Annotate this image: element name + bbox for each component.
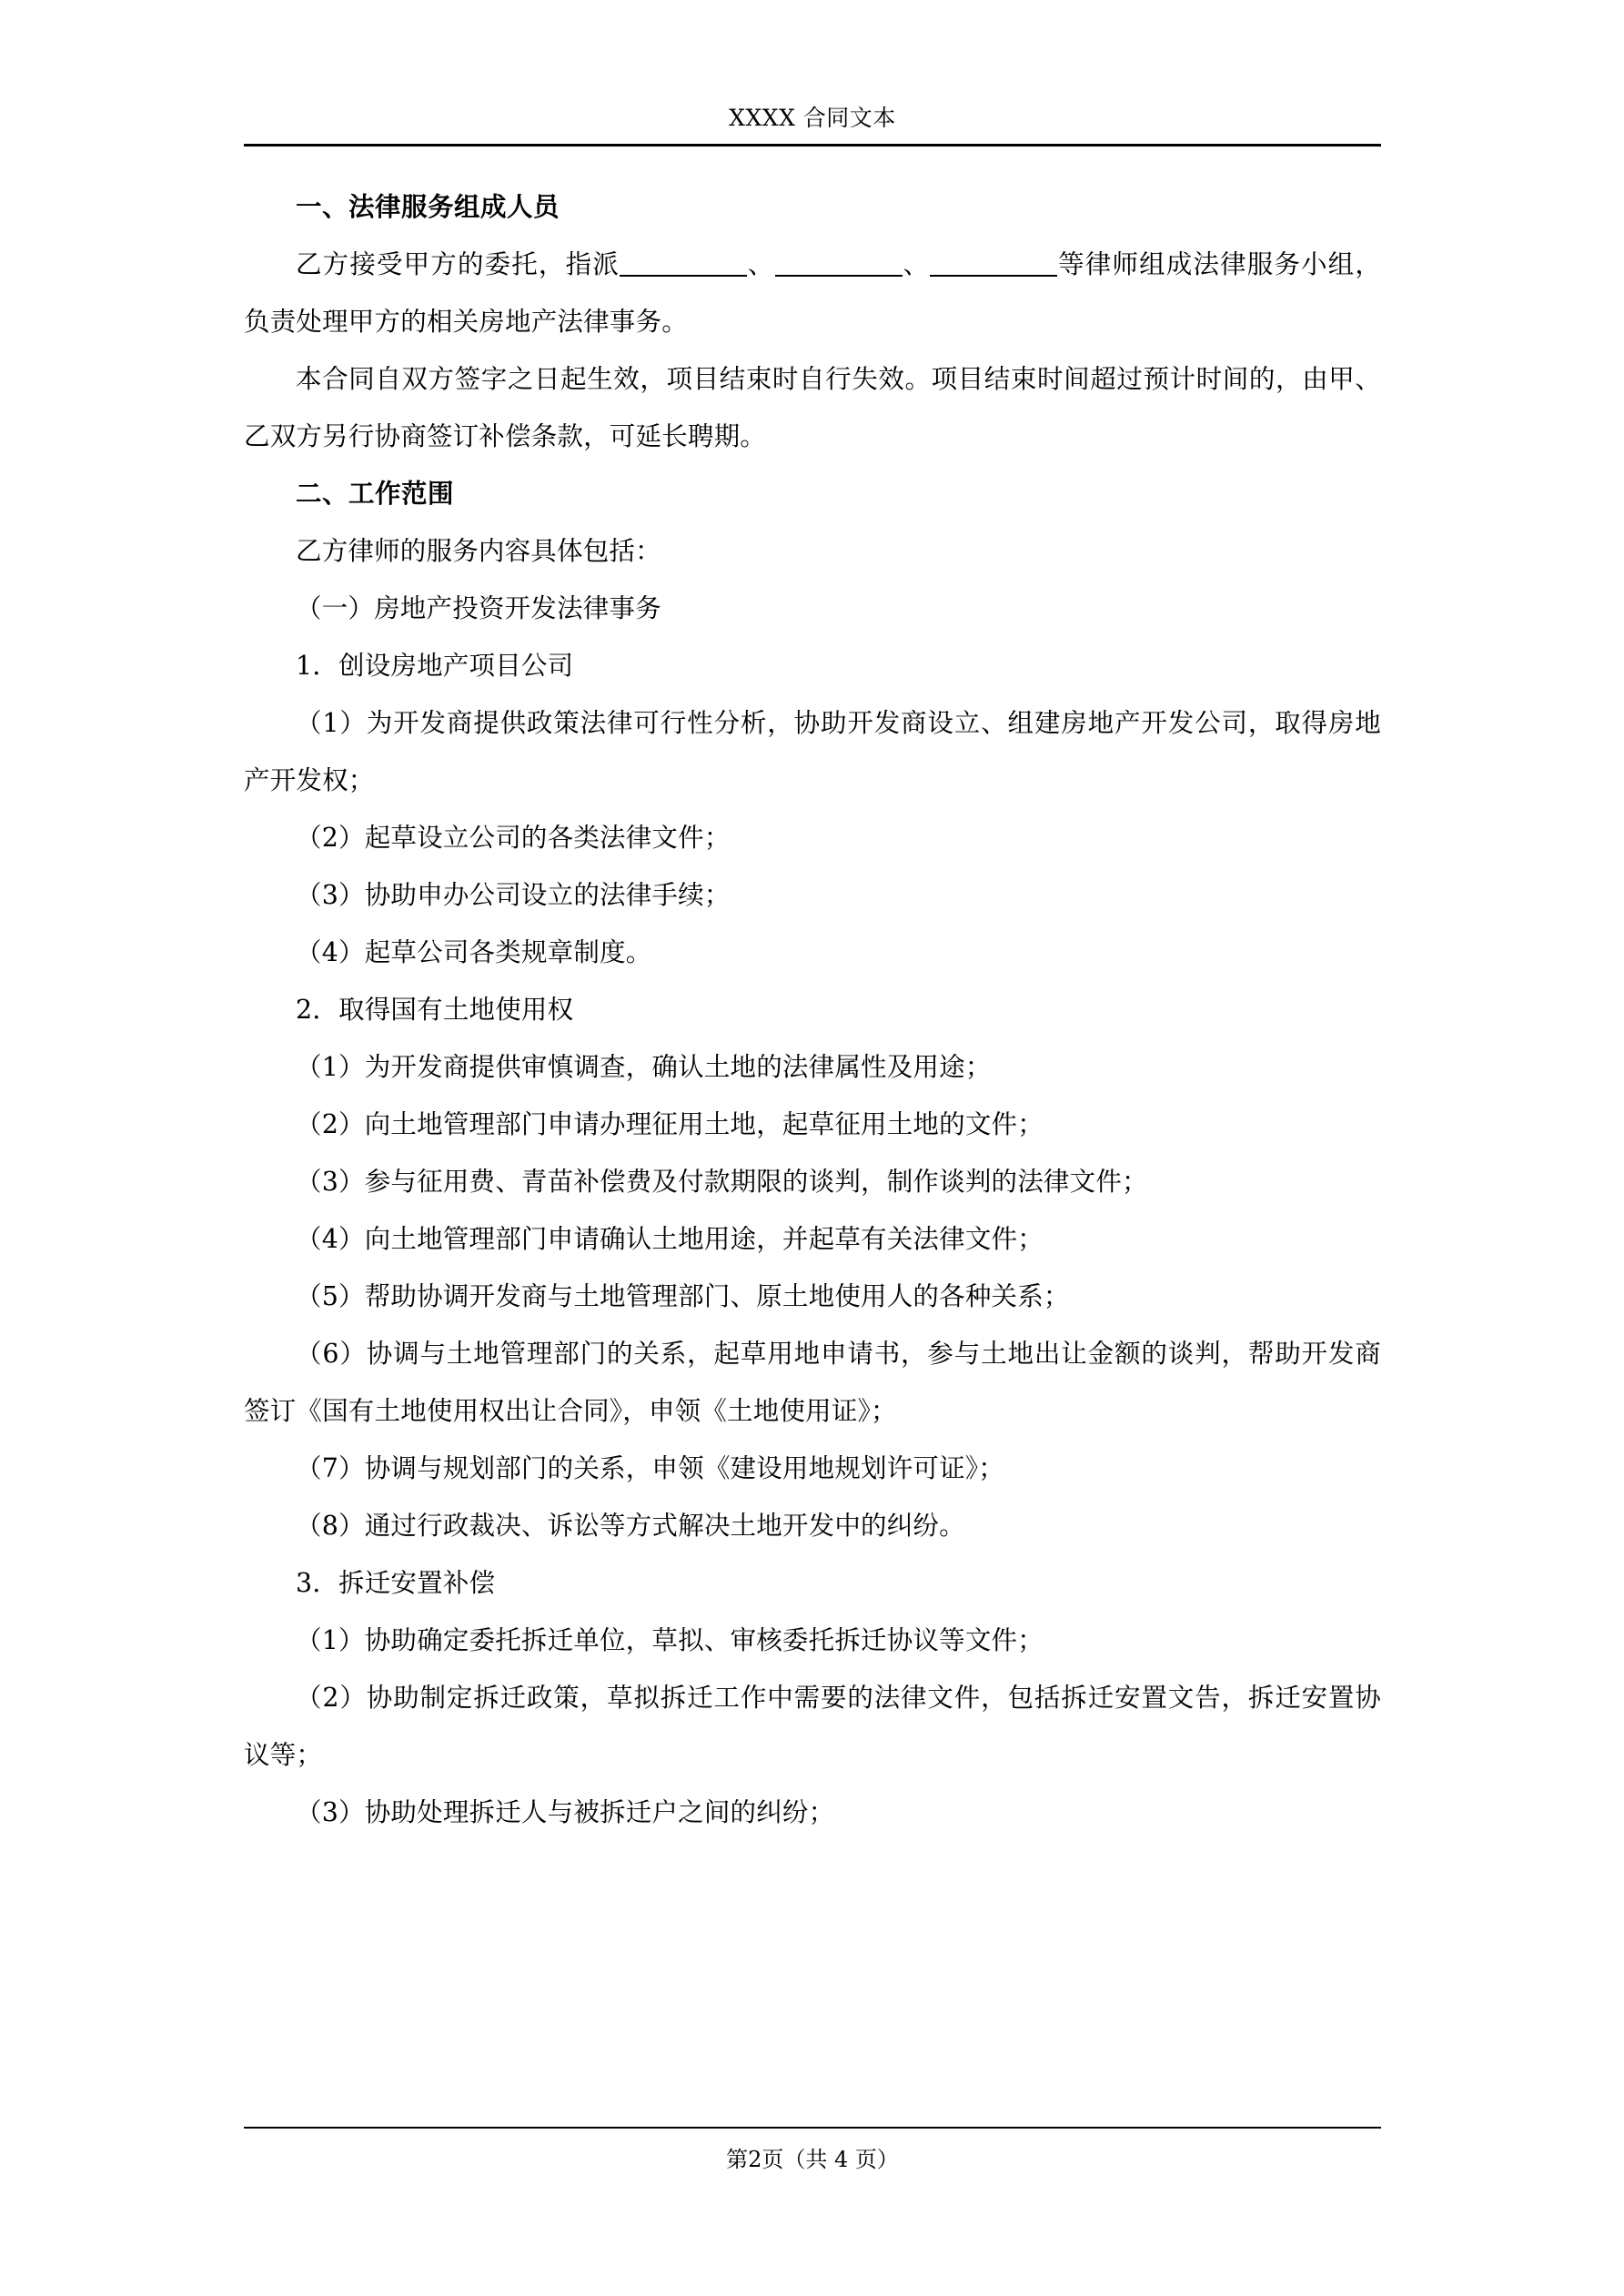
list-item: （4）向土地管理部门申请确认土地用途，并起草有关法律文件； [296,1224,1044,1254]
appointment-text-after: 等律师组成法律服务小组，负责处理甲方的相关房地产法律事务。 [244,249,1382,337]
list-item: （1）为开发商提供政策法律可行性分析，协助开发商设立、组建房地产开发公司，取得房地产开发权； [244,708,1381,795]
content-frame [244,0,1381,2296]
header-divider [244,144,1381,147]
list-item: （3）协助申办公司设立的法律手续； [296,880,731,910]
list-item: （3）参与征用费、青苗补偿费及付款期限的谈判，制作谈判的法律文件； [296,1167,1148,1197]
list-item: （2）起草设立公司的各类法律文件； [296,823,731,853]
list-item: （8）通过行政裁决、诉讼等方式解决土地开发中的纠纷。 [296,1511,965,1541]
list-item: 3．拆迁安置补偿 [296,1568,496,1598]
list-item: 2．取得国有土地使用权 [296,995,574,1025]
list-item: 1．创设房地产项目公司 [296,651,574,681]
lawyer-name-blank-3[interactable] [930,275,1057,277]
page-header [244,100,1381,147]
section-heading-2: 二、工作范围 [296,479,455,509]
paragraph-appointment [244,236,1381,350]
list-item: （5）帮助协调开发商与土地管理部门、原土地使用人的各种关系； [296,1281,1070,1311]
separator-1: 、 [746,249,775,279]
appointment-text-before: 乙方接受甲方的委托，指派 [296,249,620,279]
list-item: （3）协助处理拆迁人与被拆迁户之间的纠纷； [296,1797,835,1827]
lawyer-name-blank-1[interactable] [620,275,747,277]
page-number: 第2页（共 4 页） [726,2147,899,2172]
list-item: （1）协助确定委托拆迁单位，草拟、审核委托拆迁协议等文件； [296,1625,1044,1655]
list-item: （7）协调与规划部门的关系，申领《建设用地规划许可证》； [296,1453,1004,1483]
list-item: （2）向土地管理部门申请办理征用土地，起草征用土地的文件； [296,1109,1044,1139]
list-item: （2）协助制定拆迁政策，草拟拆迁工作中需要的法律文件，包括拆迁安置文告，拆迁安置协议等； [244,1683,1381,1770]
header-title: XXXX 合同文本 [729,105,896,131]
separator-2: 、 [902,249,931,279]
page-footer [244,2127,1381,2173]
lawyer-name-blank-2[interactable] [775,275,903,277]
list-item: （6）协调与土地管理部门的关系，起草用地申请书，参与土地出让金额的谈判，帮助开发商签订《国有土地使用权出让合同》，申领《土地使用证》； [244,1339,1381,1426]
section-heading-1: 一、法律服务组成人员 [296,192,560,222]
list-item: （4）起草公司各类规章制度。 [296,937,652,967]
paragraph-effective-date: 本合同自双方签字之日起生效，项目结束时自行失效。项目结束时间超过预计时间的，由甲、乙双方另行协商签订补偿条款，可延长聘期。 [244,364,1381,451]
paragraph-scope-intro: 乙方律师的服务内容具体包括： [296,536,661,566]
list-item: （一）房地产投资开发法律事务 [296,593,661,623]
list-item: （1）为开发商提供审慎调查，确认土地的法律属性及用途； [296,1052,992,1082]
document-body [244,178,1381,1841]
